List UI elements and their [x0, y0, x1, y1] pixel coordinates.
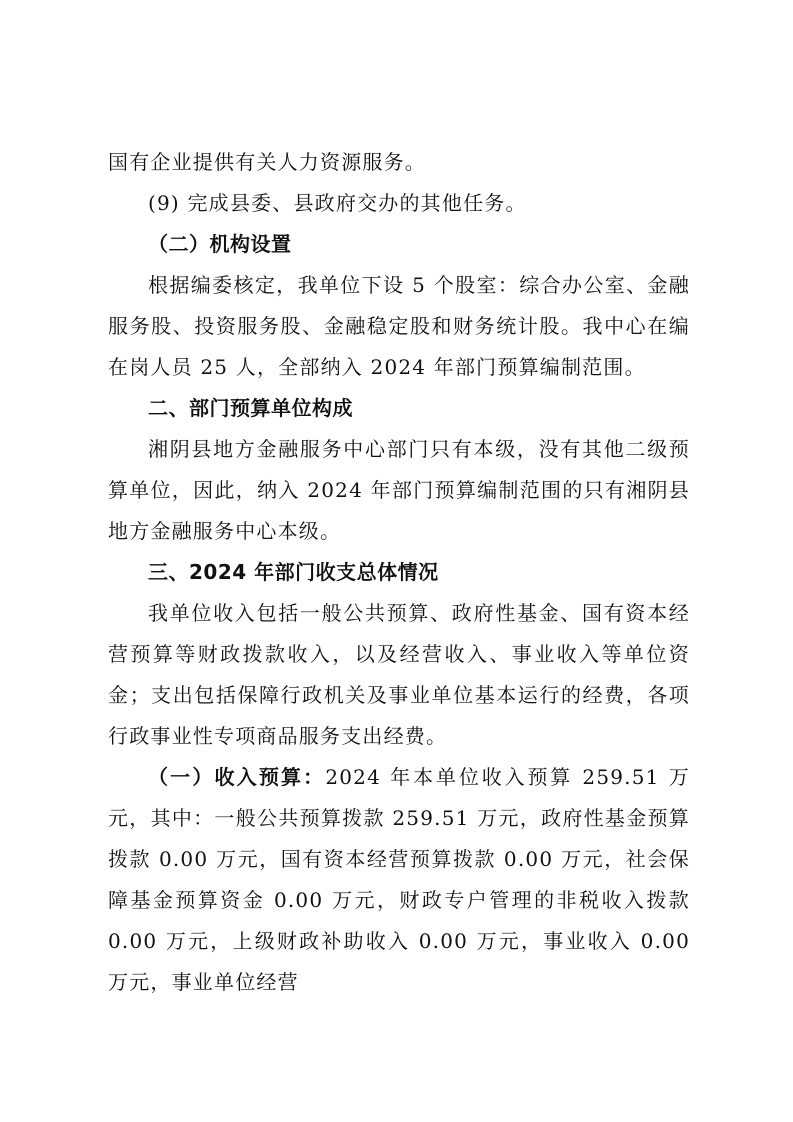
paragraph-revenue-expenditure-scope: 我单位收入包括一般公共预算、政府性基金、国有资本经营预算等财政拨款收入，以及经营收入、事业收入等单位资金；支出包括保障行政机关及事业单位基本运行的经费，各项行政事业性专项商品服务支出经费。	[108, 601, 690, 748]
revenue-budget-label: （一）收入预算：	[148, 765, 326, 789]
paragraph-item-9: (9) 完成县委、县政府交办的其他任务。	[148, 191, 527, 215]
heading-organization-setup: （二）机构设置	[148, 232, 292, 256]
heading-revenue-expenditure-overview: 三、2024 年部门收支总体情况	[148, 560, 439, 584]
paragraph-organization-details: 根据编委核定，我单位下设 5 个股室：综合办公室、金融服务股、投资服务股、金融稳定股和财务统计股。我中心在编在岗人员 25 人，全部纳入 2024 年部门预算编制范围。	[108, 273, 690, 379]
heading-budget-unit-composition: 二、部门预算单位构成	[148, 396, 353, 420]
revenue-budget-text: 2024 年本单位收入预算 259.51 万元，其中：一般公共预算拨款 259.51 万元，政府性基金预算拨款 0.00 万元，国有资本经营预算拨款 0.00 万元，社会保障基金预算资金 0.00 万元，财政专户管理的非税收入拨款 0.00 万元，上级财政补助收入 0.00 万元，事业收入 0.00 万元，事业单位经营	[108, 765, 690, 994]
paragraph-revenue-budget	[108, 757, 690, 1003]
paragraph-budget-unit-details: 湘阴县地方金融服务中心部门只有本级，没有其他二级预算单位，因此，纳入 2024 年部门预算编制范围的只有湘阴县地方金融服务中心本级。	[108, 437, 690, 543]
document-body	[108, 142, 690, 1003]
paragraph-hr-services: 国有企业提供有关人力资源服务。	[108, 150, 426, 174]
